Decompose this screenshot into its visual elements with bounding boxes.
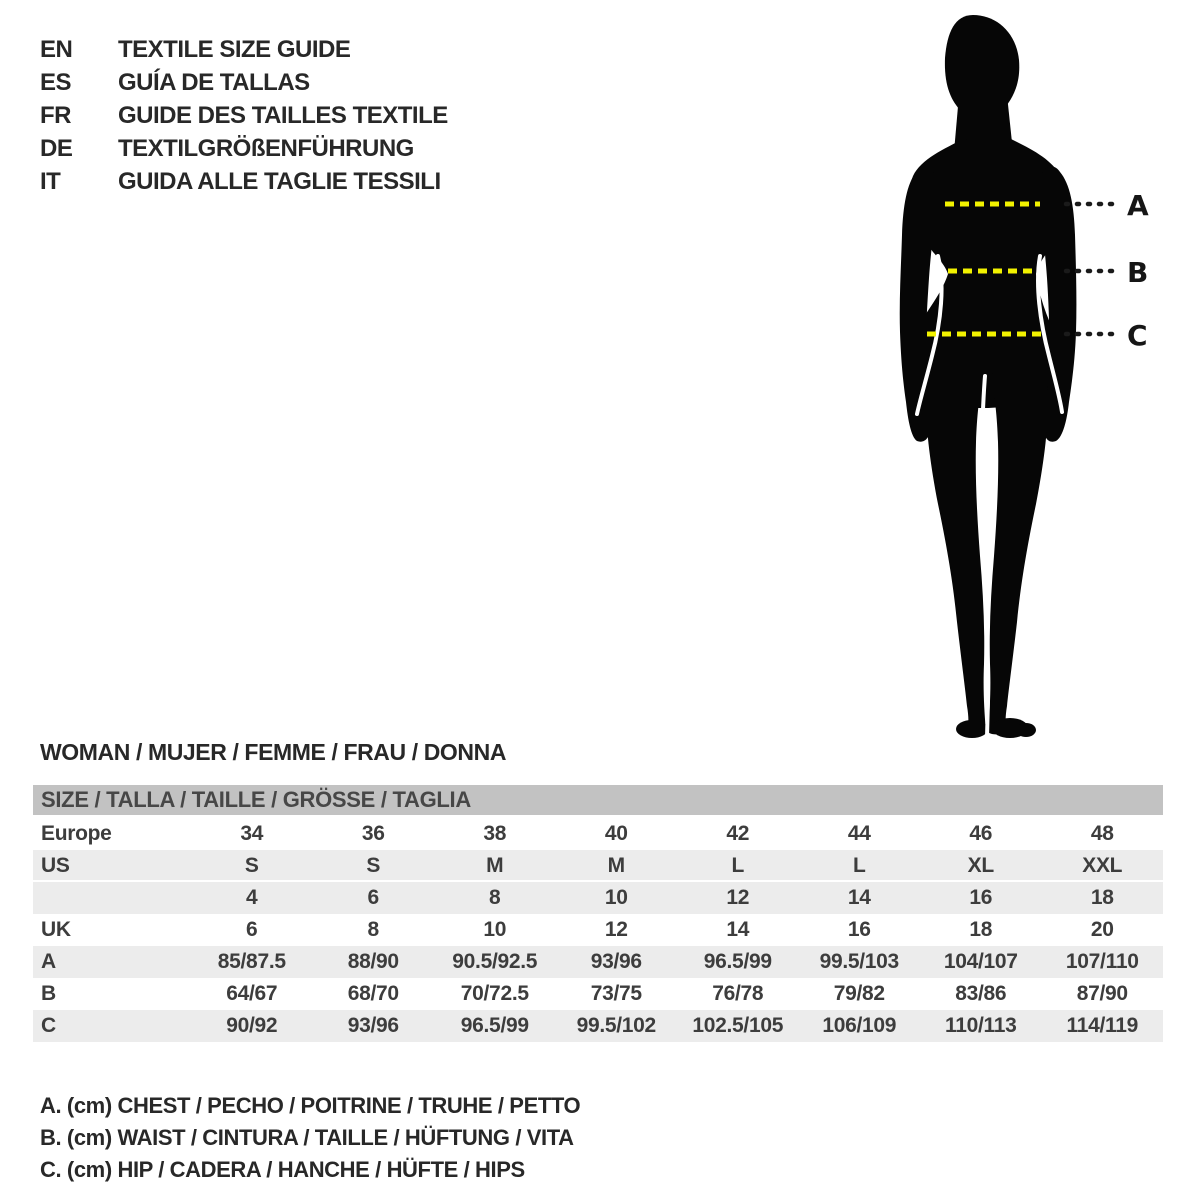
table-cell: 88/90: [347, 950, 399, 973]
table-cell: 107/110: [1065, 950, 1139, 973]
language-code: DE: [40, 134, 73, 162]
silhouette-right-leg: [988, 368, 1048, 734]
table-cell: 8: [367, 918, 379, 941]
row-label: Europe: [41, 822, 112, 845]
table-cell: 104/107: [943, 950, 1018, 973]
table-cell: L: [852, 854, 866, 877]
table-cell: 93/96: [590, 950, 642, 973]
table-cell: L: [731, 854, 745, 877]
table-cell: 90/92: [226, 1014, 278, 1037]
language-title-list: [40, 33, 448, 198]
table-cell: 79/82: [833, 982, 885, 1005]
language-title: GUÍA DE TALLAS: [118, 68, 310, 96]
size-table-header: SIZE / TALLA / TAILLE / GRÖSSE / TAGLIA: [33, 785, 1163, 815]
language-title: TEXTILGRÖßENFÜHRUNG: [118, 134, 414, 162]
table-cell: M: [607, 854, 625, 877]
table-cell: S: [244, 854, 259, 877]
table-cell: 16: [969, 886, 993, 909]
table-row-waist: [33, 978, 1163, 1010]
table-cell: 38: [483, 822, 507, 845]
table-cell: 85/87.5: [217, 950, 286, 973]
table-cell: 83/86: [955, 982, 1007, 1005]
table-row-hip: [33, 1010, 1163, 1042]
language-title: TEXTILE SIZE GUIDE: [118, 35, 351, 63]
table-cell: 16: [847, 918, 871, 941]
silhouette-right-toe: [1016, 723, 1036, 737]
size-table: [33, 785, 1163, 1042]
table-cell: 48: [1090, 822, 1114, 845]
section-title: WOMAN / MUJER / FEMME / FRAU / DONNA: [40, 739, 507, 765]
legend-line-waist: B. (cm) WAIST / CINTURA / TAILLE / HÜFTUNG / VITA: [40, 1125, 574, 1150]
table-cell: 18: [969, 918, 993, 941]
table-row-chest: [33, 946, 1163, 978]
measurement-legend: [40, 1090, 580, 1186]
table-cell: 10: [604, 886, 628, 909]
table-cell: M: [486, 854, 504, 877]
row-label: [33, 882, 191, 914]
table-row-europe: [33, 818, 1163, 850]
language-code: EN: [40, 35, 73, 63]
table-cell: 34: [240, 822, 264, 845]
table-cell: 110/113: [945, 1014, 1017, 1037]
table-cell: 87/90: [1076, 982, 1128, 1005]
table-cell: 6: [367, 886, 379, 909]
language-row: [40, 99, 448, 132]
language-code: ES: [40, 68, 72, 96]
table-cell: 76/78: [712, 982, 764, 1005]
table-cell: 96.5/99: [460, 1014, 529, 1037]
language-row: [40, 132, 448, 165]
row-label: C: [41, 1014, 56, 1037]
table-cell: 93/96: [347, 1014, 399, 1037]
measure-label-c: C: [1127, 319, 1148, 352]
leg-gap-lower: [985, 525, 988, 684]
feet-gap: [987, 700, 988, 737]
table-row-us-numbers: [33, 882, 1163, 914]
table-cell: 73/75: [590, 982, 642, 1005]
measure-label-b: B: [1127, 256, 1149, 289]
table-cell: 99.5/102: [576, 1014, 656, 1037]
table-cell: 6: [246, 918, 258, 941]
table-cell: 102.5/105: [692, 1014, 784, 1037]
row-label: UK: [41, 918, 71, 941]
table-cell: 46: [969, 822, 993, 845]
table-cell: 99.5/103: [819, 950, 899, 973]
table-cell: 14: [847, 886, 871, 909]
table-cell: 106/109: [822, 1014, 897, 1037]
language-title: GUIDE DES TAILLES TEXTILE: [118, 101, 448, 129]
language-title: GUIDA ALLE TAGLIE TESSILI: [118, 167, 441, 195]
table-cell: 64/67: [226, 982, 278, 1005]
table-cell: 70/72.5: [460, 982, 529, 1005]
table-cell: XXL: [1082, 854, 1123, 877]
size-table-body: [33, 818, 1163, 1042]
woman-silhouette-figure: [880, 8, 1200, 748]
language-code: FR: [40, 101, 71, 129]
table-cell: 44: [847, 822, 871, 845]
table-cell: 90.5/92.5: [452, 950, 538, 973]
table-cell: 96.5/99: [703, 950, 772, 973]
table-row-us-letters: [33, 850, 1163, 882]
row-label: A: [41, 950, 56, 973]
silhouette-left-foot: [956, 720, 988, 738]
table-row-uk: [33, 914, 1163, 946]
table-cell: 36: [361, 822, 385, 845]
legend-line-hip: C. (cm) HIP / CADERA / HANCHE / HÜFTE / HIPS: [40, 1157, 525, 1182]
language-row: [40, 33, 448, 66]
language-row: [40, 66, 448, 99]
table-cell: 40: [604, 822, 628, 845]
table-cell: 12: [604, 918, 628, 941]
table-cell: 18: [1090, 886, 1114, 909]
table-cell: 12: [726, 886, 750, 909]
legend-line-chest: A. (cm) CHEST / PECHO / POITRINE / TRUHE / PETTO: [40, 1093, 581, 1118]
woman-silhouette: [900, 15, 1077, 738]
table-cell: 114/119: [1066, 1014, 1138, 1037]
silhouette-left-leg: [926, 368, 986, 734]
measure-label-a: A: [1127, 189, 1149, 222]
table-cell: 42: [726, 822, 750, 845]
table-cell: XL: [967, 854, 994, 877]
table-cell: 8: [489, 886, 501, 909]
table-cell: 20: [1090, 918, 1114, 941]
table-cell: S: [366, 854, 381, 877]
row-label: US: [41, 854, 70, 877]
table-cell: 68/70: [347, 982, 399, 1005]
table-cell: 14: [726, 918, 750, 941]
language-row: [40, 165, 448, 198]
table-cell: 10: [483, 918, 507, 941]
language-code: IT: [40, 167, 61, 195]
table-cell: 4: [246, 886, 258, 909]
row-label: B: [41, 982, 56, 1005]
